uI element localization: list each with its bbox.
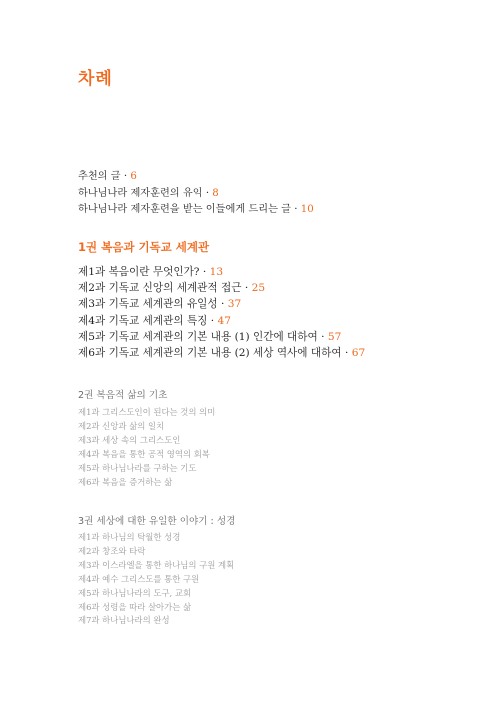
- toc-entry[interactable]: 제2과 창조와 타락: [78, 545, 146, 556]
- toc-entry[interactable]: 제1과 그리스도인이 된다는 것의 의미: [78, 407, 216, 417]
- toc-entry[interactable]: 제1과 복음이란 무엇인가? · 13: [78, 266, 224, 278]
- toc-entry[interactable]: 제4과 기독교 세계관의 특징 · 47: [78, 314, 232, 327]
- entry-title: 제4과 기독교 세계관의 특징: [78, 314, 208, 327]
- volume-2-heading: 2권 복음적 삶의 기초: [78, 390, 168, 401]
- toc-entry[interactable]: 제6과 성령을 따라 살아가는 삶: [78, 601, 192, 612]
- volume-1-heading: 1권 복음과 기독교 세계관: [78, 240, 210, 254]
- volume-3-heading: 3권 세상에 대한 유일한 이야기 : 성경: [78, 516, 236, 527]
- entry-title: 제3과 기독교 세계관의 유일성: [78, 298, 218, 311]
- toc-entry[interactable]: 제2과 신앙과 삶의 일치: [78, 420, 165, 431]
- toc-entry[interactable]: 제5과 하나님나라의 도구, 교회: [78, 587, 192, 598]
- volume-1-list: [78, 264, 365, 361]
- entry-title: 하나님나라 제자훈련의 유익: [78, 187, 203, 199]
- entry-title: 제2과 기독교 신앙의 세계관적 접근: [78, 282, 242, 295]
- page-number: 67: [351, 347, 366, 360]
- page-number: 6: [130, 171, 137, 182]
- toc-entry[interactable]: 제7과 하나님나라의 완성: [78, 615, 170, 626]
- front-matter-list: [78, 169, 314, 219]
- toc-entry[interactable]: 제4과 예수 그리스도를 통한 구원: [78, 573, 200, 584]
- toc-entry[interactable]: 제2과 기독교 신앙의 세계관적 접근 · 25: [78, 282, 266, 295]
- toc-entry[interactable]: 제3과 기독교 세계관의 유일성 · 37: [78, 298, 242, 311]
- toc-entry[interactable]: 제6과 기독교 세계관의 기본 내용 (2) 세상 역사에 대하여 · 67: [78, 347, 366, 360]
- toc-entry[interactable]: 제5과 하나님나라를 구하는 기도: [78, 462, 197, 473]
- volume-3-list: [78, 531, 234, 628]
- toc-entry[interactable]: 제3과 세상 속의 그리스도인: [78, 434, 181, 445]
- page-title: 차례: [78, 69, 113, 89]
- toc-entry[interactable]: 제1과 하나님의 탁월한 성경: [78, 532, 181, 542]
- page-number: 10: [300, 204, 314, 215]
- toc-entry[interactable]: 제5과 기독교 세계관의 기본 내용 (1) 인간에 대하여 · 57: [78, 330, 342, 343]
- toc-entry[interactable]: 제3과 이스라엘을 통한 하나님의 구원 계획: [78, 559, 235, 570]
- page-number: 47: [217, 314, 232, 327]
- entry-title: 제5과 기독교 세계관의 기본 내용 (1) 인간에 대하여: [78, 330, 318, 343]
- page-number: 8: [212, 187, 219, 199]
- toc-entry[interactable]: 하나님나라 제자훈련의 유익 · 8: [78, 187, 219, 199]
- toc-entry[interactable]: 하나님나라 제자훈련을 받는 이들에게 드리는 글 · 10: [78, 204, 314, 215]
- entry-title: 추천의 글: [78, 171, 121, 182]
- page-number: 13: [209, 266, 224, 278]
- entry-title: 제6과 기독교 세계관의 기본 내용 (2) 세상 역사에 대하여: [78, 347, 342, 360]
- entry-title: 제1과 복음이란 무엇인가?: [78, 266, 200, 278]
- toc-entry[interactable]: 제6과 복음을 증거하는 삶: [78, 476, 173, 487]
- page-number: 37: [227, 298, 242, 311]
- page-number: 25: [251, 282, 266, 295]
- entry-title: 하나님나라 제자훈련을 받는 이들에게 드리는 글: [78, 204, 292, 215]
- volume-2-list: [78, 406, 215, 489]
- page-number: 57: [327, 330, 342, 343]
- toc-entry[interactable]: 제4과 복음을 통한 공적 영역의 회복: [78, 448, 210, 459]
- toc-entry[interactable]: 추천의 글 · 6: [78, 171, 137, 182]
